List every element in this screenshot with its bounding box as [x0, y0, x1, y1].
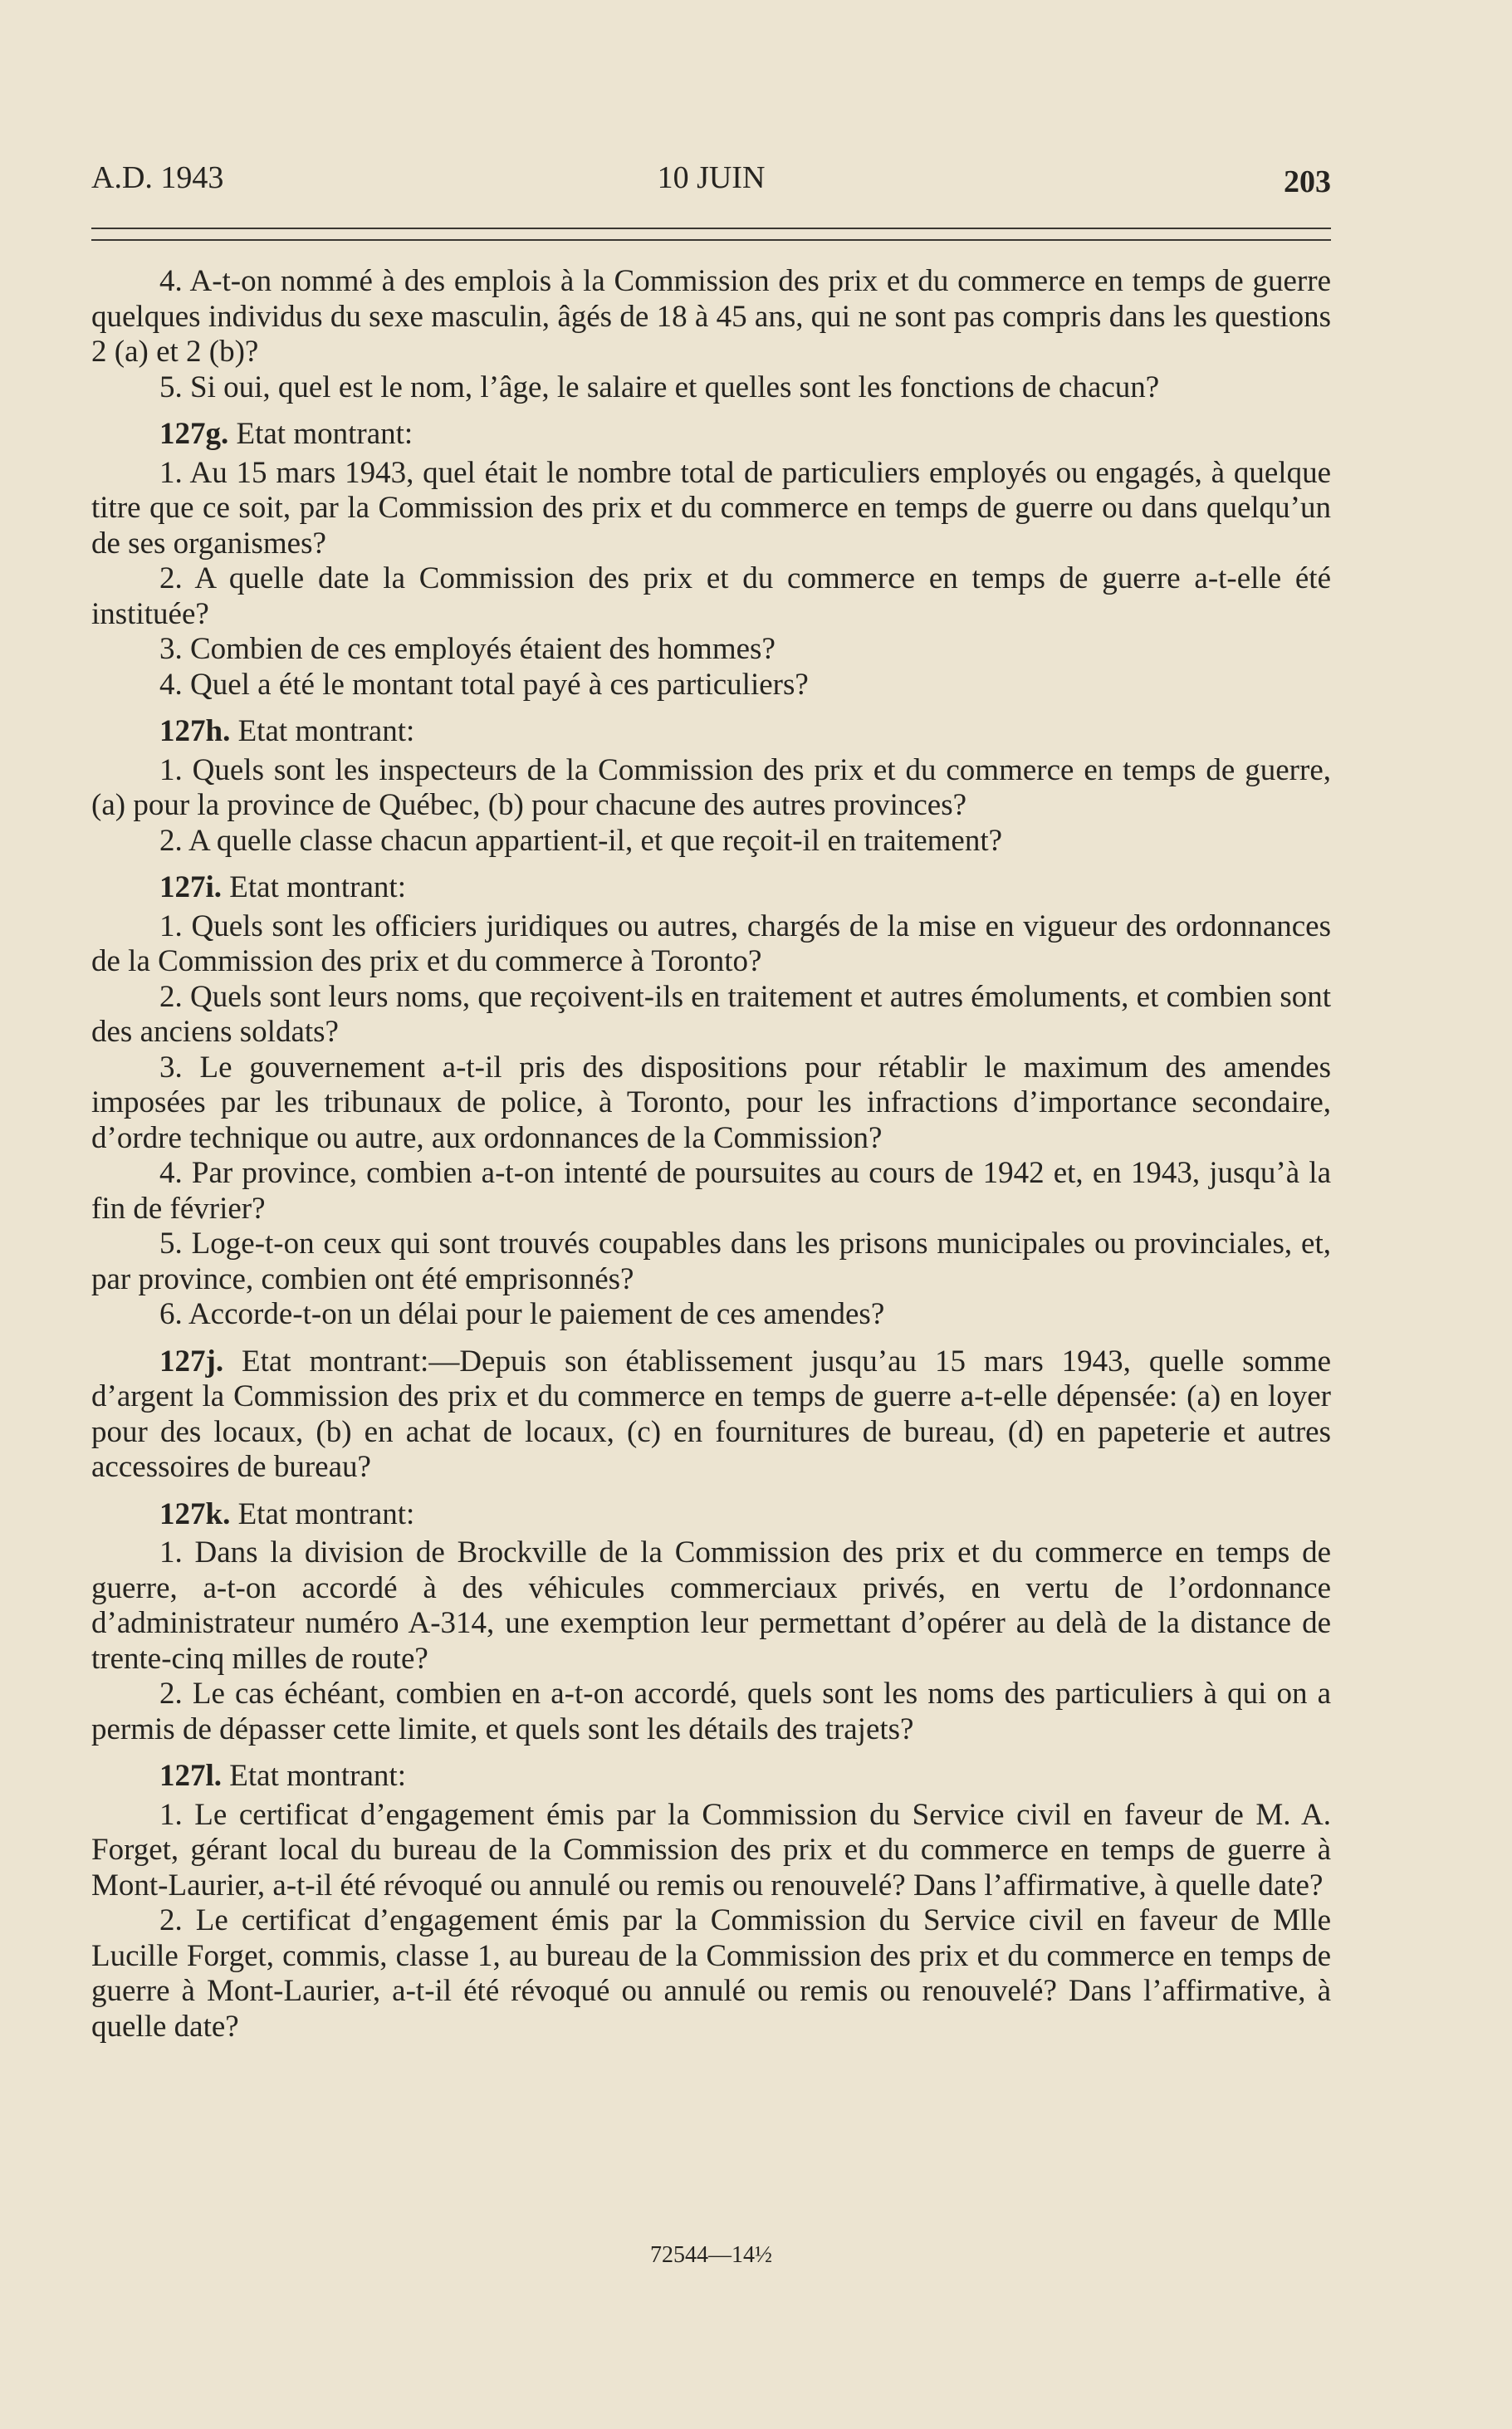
paragraph: 1. Au 15 mars 1943, quel était le nombre total de particuliers employés ou engagés, à quelque titre que ce soit, par la Commission des prix et du commerce en temps de guerre ou dans quelqu’un de ses organismes?: [91, 455, 1331, 561]
section-heading: [91, 1497, 1331, 1533]
section-number: 127k.: [159, 1496, 231, 1531]
section-heading: [91, 1344, 1331, 1486]
paragraph: 2. A quelle date la Commission des prix et du commerce en temps de guerre a-t-elle été instituée?: [91, 561, 1331, 631]
paragraph: 3. Le gouvernement a-t-il pris des dispositions pour rétablir le maximum des amendes imposées par les tribunaux de police, à Toronto, pour les infractions d’importance secondaire, d’ordre technique ou autre, aux ordonnances de la Commission?: [91, 1050, 1331, 1155]
paragraph: 2. Le cas échéant, combien en a-t-on accordé, quels sont les noms des particuliers à qui on a permis de dépasser cette limite, et quels sont les détails des trajets?: [91, 1677, 1331, 1746]
running-header: [91, 159, 1331, 209]
paragraph: 6. Accorde-t-on un délai pour le paiement de ces amendes?: [159, 1297, 885, 1331]
section-title: Etat montrant:: [237, 1496, 415, 1531]
section-title: Etat montrant:: [236, 417, 413, 451]
paragraph: 1. Quels sont les inspecteurs de la Commission des prix et du commerce en temps de guerre, (a) pour la province de Québec, (b) pour chacune des autres provinces?: [91, 752, 1331, 822]
paragraph: 4. Par province, combien a-t-on intenté de poursuites au cours de 1942 et, en 1943, jusqu’à la fin de février?: [91, 1156, 1331, 1226]
section-title: Etat montrant:: [237, 714, 415, 748]
paragraph: 1. Quels sont les officiers juridiques ou autres, chargés de la mise en vigueur des ordonnances de la Commission des prix et du commerce à Toronto?: [91, 908, 1331, 978]
section-title: Etat montrant:: [229, 1759, 406, 1793]
section-heading: [91, 417, 1331, 453]
section-number: 127l.: [159, 1759, 223, 1793]
paragraph: 1. Dans la division de Brockville de la Commission des prix et du commerce en temps de guerre, a-t-on accordé à des véhicules commerciaux privés, en vertu de l’ordonnance d’administrateur numéro A-314, une exemption leur permettant d’opérer au delà de la distance de trente-cinq milles de route?: [91, 1535, 1331, 1676]
paragraph: 2. Le certificat d’engagement émis par la Commission du Service civil en faveur de Mlle Lucille Forget, commis, classe 1, au bureau de la Commission des prix et du commerce en temps de guerre à Mont-Laurier, a-t-il été révoqué ou annulé ou remis ou renouvelé? Dans l’affirmative, à quelle date?: [91, 1903, 1331, 2044]
section-title: Etat montrant:—Depuis son établissement jusqu’au 15 mars 1943, quelle somme d’argent la Commission des prix et du commerce en temps de guerre a-t-elle dépensée: (a) en loyer pour des locaux, (b) en achat de locaux, (c) en fournitures de bureau, (d) en papeterie et autres accessoires de bureau?: [91, 1344, 1332, 1484]
document-body: [91, 264, 1331, 2045]
section-number: 127h.: [159, 714, 231, 748]
paragraph: 4. Quel a été le montant total payé à ces particuliers?: [159, 667, 809, 702]
header-year: A.D. 1943: [91, 160, 224, 195]
paragraph: 2. Quels sont leurs noms, que reçoivent-ils en traitement et autres émoluments, et combien sont des anciens soldats?: [91, 979, 1331, 1049]
paragraph: 2. A quelle classe chacun appartient-il, et que reçoit-il en traitement?: [159, 823, 1003, 858]
paragraph: 5. Si oui, quel est le nom, l’âge, le salaire et quelles sont les fonctions de chacun?: [159, 370, 1160, 404]
section-number: 127i.: [159, 870, 223, 904]
paragraph: 1. Le certificat d’engagement émis par la Commission du Service civil en faveur de M. A. Forget, gérant local du bureau de la Commission des prix et du commerce en temps de guerre à Mont-Laurier, a-t-il été révoqué ou annulé ou remis ou renouvelé? Dans l’affirmative, à quelle date?: [91, 1797, 1331, 1903]
page-number: 203: [1284, 164, 1331, 199]
section-number: 127j.: [159, 1344, 224, 1379]
section-number: 127g.: [159, 417, 229, 451]
header-date: 10 JUIN: [657, 160, 766, 195]
paragraph: 3. Combien de ces employés étaient des hommes?: [159, 632, 776, 666]
section-heading: [91, 870, 1331, 906]
section-title: Etat montrant:: [229, 870, 406, 904]
header-double-rule: [91, 228, 1331, 241]
footer-signature: 72544—14½: [650, 2242, 772, 2268]
section-heading: [91, 714, 1331, 750]
paragraph: 5. Loge-t-on ceux qui sont trouvés coupables dans les prisons municipales ou provinciales, et, par province, combien ont été emprisonnés?: [91, 1227, 1331, 1296]
paragraph: 4. A-t-on nommé à des emplois à la Commission des prix et du commerce en temps de guerre quelques individus du sexe masculin, âgés de 18 à 45 ans, qui ne sont pas compris dans les questions 2 (a) et 2 (b)?: [91, 264, 1331, 369]
section-heading: [91, 1759, 1331, 1795]
